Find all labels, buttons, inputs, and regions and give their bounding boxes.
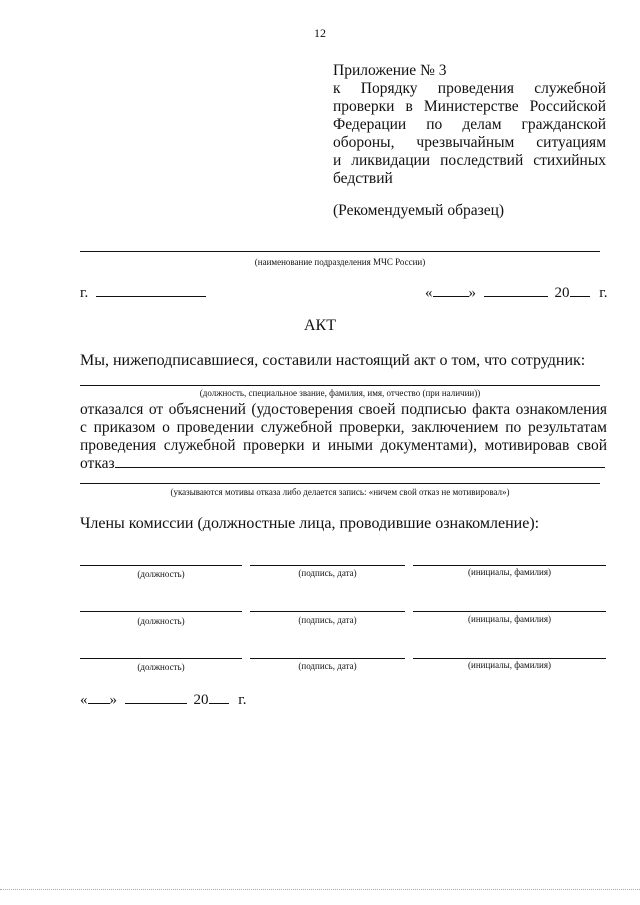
name-line: [413, 658, 606, 659]
signature-line: [250, 611, 405, 612]
date-field-bottom: [80, 692, 246, 709]
month-blank: [484, 296, 548, 297]
name-line: [413, 565, 606, 566]
name-caption: (инициалы, фамилия): [468, 567, 551, 577]
scan-edge-noise: [0, 889, 640, 890]
appendix-line: обороны, чрезвычайным ситуациям: [333, 134, 606, 151]
appendix-header: [333, 62, 606, 188]
appendix-line: к Порядку проведения служебной: [333, 80, 606, 97]
year-suffix: г.: [599, 285, 608, 301]
commission-members-title: Члены комиссии (должностные лица, проводившие ознакомление):: [80, 515, 540, 532]
refusal-last-word: отказ: [80, 455, 115, 472]
appendix-line: и ликвидации последствий стихийных: [333, 152, 606, 169]
refusal-paragraph: [80, 401, 607, 473]
year-blank: [209, 703, 229, 704]
year-blank: [570, 296, 590, 297]
date-open-quote: «: [80, 692, 88, 708]
signature-line: [250, 658, 405, 659]
motive-line: [80, 483, 600, 484]
signature-caption: (подпись, дата): [298, 615, 357, 625]
employee-line: [80, 385, 600, 386]
day-blank: [433, 296, 469, 297]
position-caption: (должность): [137, 616, 185, 626]
refusal-line: проведения служебной проверки и иными документами), мотивировав свой: [80, 437, 607, 454]
date-field-top: [425, 285, 607, 302]
year-prefix: 20: [554, 285, 570, 301]
signature-line: [250, 565, 405, 566]
name-caption: (инициалы, фамилия): [468, 614, 551, 624]
appendix-title: Приложение № 3: [333, 62, 447, 79]
day-blank: [88, 703, 110, 704]
name-line: [413, 611, 606, 612]
recommended-sample-note: (Рекомендуемый образец): [333, 202, 505, 219]
unit-name-line: [80, 251, 600, 252]
position-caption: (должность): [137, 569, 185, 579]
appendix-line: проверки в Министерстве Российской: [333, 98, 606, 115]
act-title: АКТ: [304, 317, 336, 334]
appendix-line: Федерации по делам гражданской: [333, 116, 606, 133]
refusal-motive-blank: [115, 467, 605, 468]
month-blank: [125, 703, 187, 704]
city-field: [80, 285, 206, 302]
position-line: [80, 658, 242, 659]
unit-name-caption: (наименование подразделения МЧС России): [254, 257, 426, 267]
refusal-line: с приказом о проведении служебной проверки, заключением по результатам: [80, 419, 607, 436]
page-number: 12: [314, 26, 326, 40]
employee-caption: (должность, специальное звание, фамилия, имя, отчество (при наличии)): [199, 388, 481, 398]
refusal-line: отказался от объяснений (удостоверения своей подписью факта ознакомления: [80, 401, 607, 418]
date-open-quote: «: [425, 285, 433, 301]
appendix-line: бедствий: [333, 170, 393, 187]
signature-caption: (подпись, дата): [298, 568, 357, 578]
intro-text: Мы, нижеподписавшиеся, составили настоящий акт о том, что сотрудник:: [80, 352, 586, 369]
name-caption: (инициалы, фамилия): [468, 660, 551, 670]
city-blank: [96, 296, 206, 297]
year-prefix: 20: [193, 692, 209, 708]
date-close-quote: »: [468, 285, 476, 301]
position-line: [80, 611, 242, 612]
motive-caption: (указываются мотивы отказа либо делается запись: «ничем свой отказ не мотивировал»): [170, 487, 510, 497]
position-caption: (должность): [137, 662, 185, 672]
position-line: [80, 565, 242, 566]
date-close-quote: »: [109, 692, 117, 708]
city-prefix: г.: [80, 285, 89, 301]
signature-caption: (подпись, дата): [298, 661, 357, 671]
year-suffix: г.: [238, 692, 247, 708]
